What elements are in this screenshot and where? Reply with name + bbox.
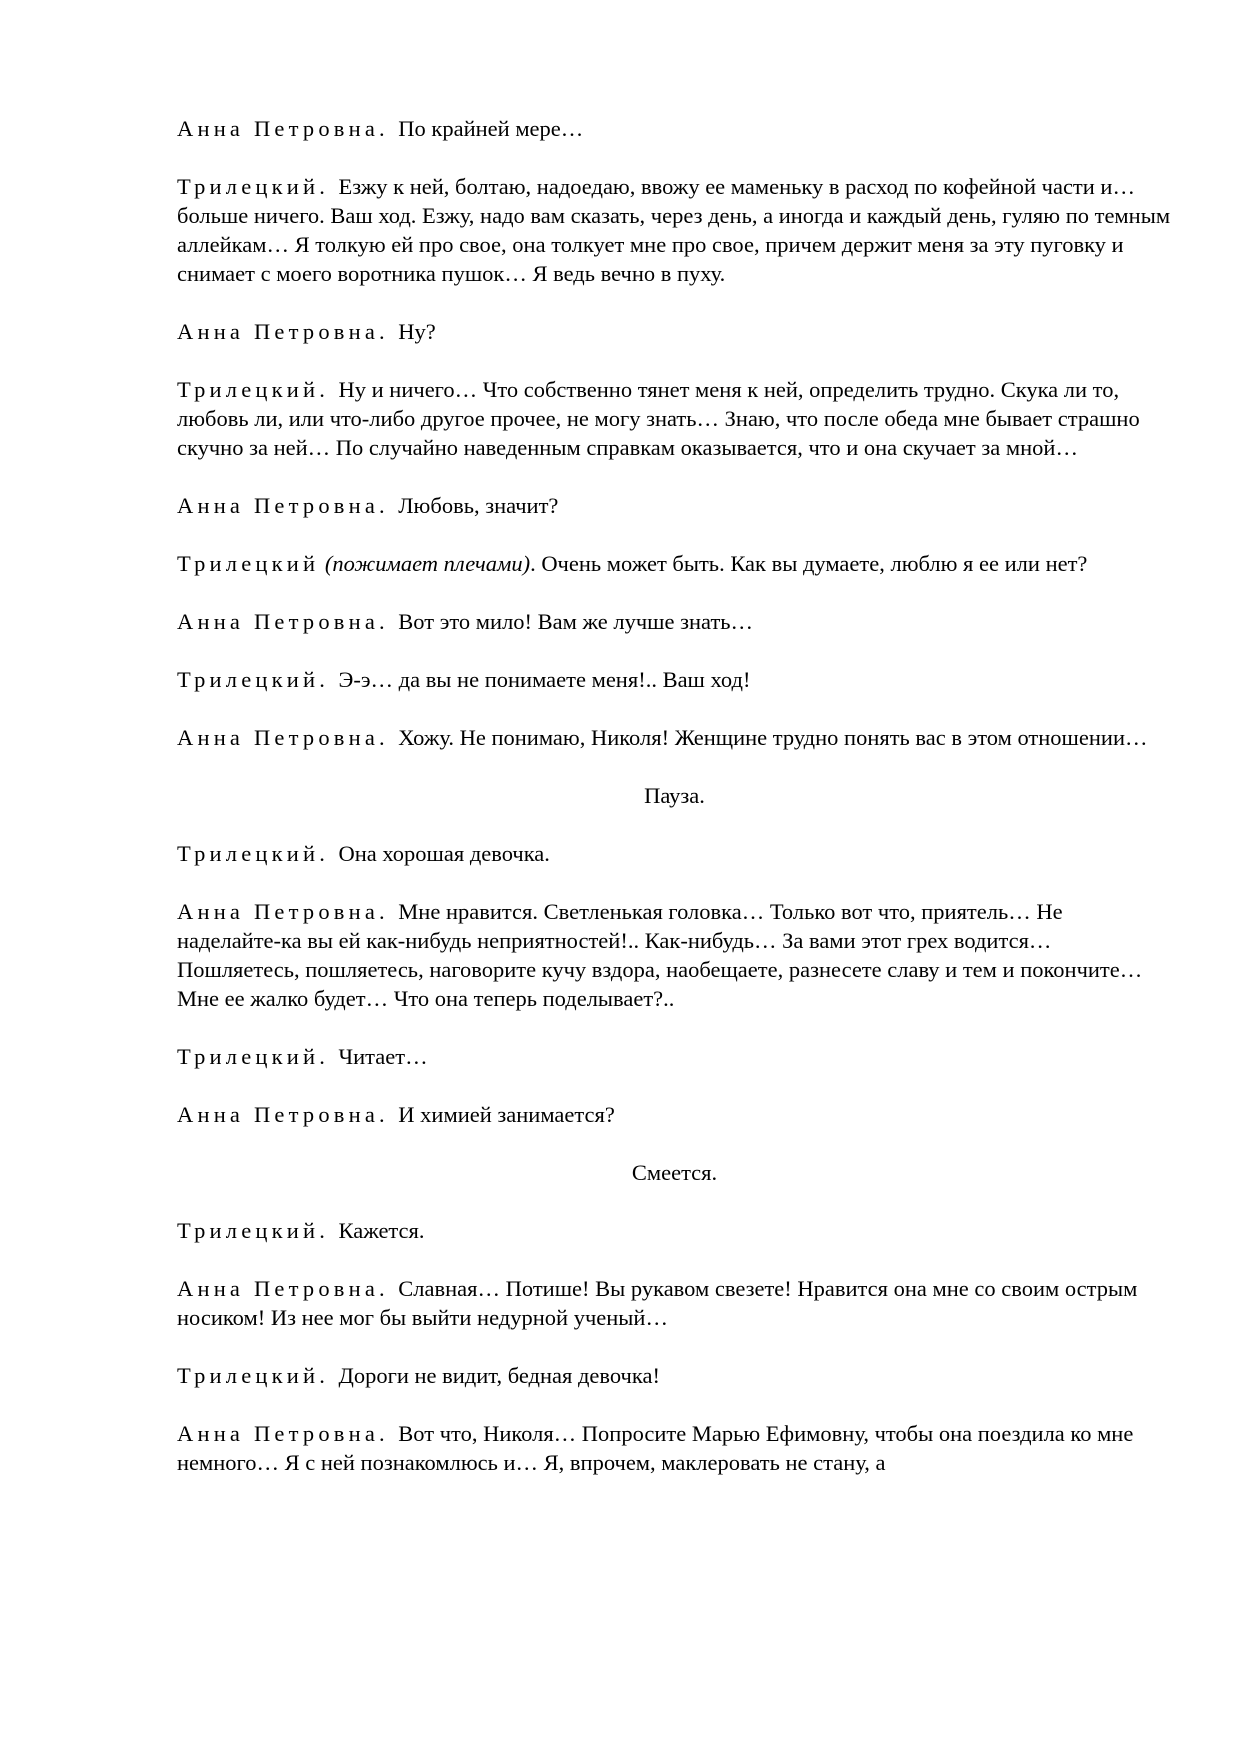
- speaker-name: Анна Петровна: [177, 899, 380, 924]
- dialogue-line: Трилецкий. Э-э… да вы не понимаете меня!.. Ваш ход!: [177, 667, 751, 692]
- speaker-name: Трилецкий: [177, 667, 320, 692]
- dialogue-line: Анна Петровна. Хожу. Не понимаю, Николя! Женщине трудно понять вас в этом отношении…: [177, 725, 1148, 750]
- speech-text: Кажется.: [338, 1218, 425, 1243]
- dialogue-line: Трилецкий. Читает…: [177, 1044, 428, 1069]
- speaker-name: Анна Петровна: [177, 1421, 380, 1446]
- dialogue-line: Анна Петровна. Любовь, значит?: [177, 493, 559, 518]
- speaker-name: Трилецкий: [177, 1363, 320, 1388]
- speech-text: Вот это мило! Вам же лучше знать…: [398, 609, 754, 634]
- speaker-name: Анна Петровна: [177, 493, 380, 518]
- speaker-name: Трилецкий: [177, 551, 320, 576]
- speech-text: Ну и ничего… Что собственно тянет меня к ней, определить трудно. Скука ли то, любовь ли, или что-либо другое прочее, не могу знать… Знаю, что после обеда мне бывает страшно скучно за ней… По случайно наведенным справкам оказывается, что и она скучает за мной…: [177, 377, 1140, 460]
- speaker-name: Трилецкий: [177, 174, 320, 199]
- speech-text: Читает…: [338, 1044, 428, 1069]
- dialogue-line: Трилецкий. Дороги не видит, бедная девочка!: [177, 1363, 660, 1388]
- speech-text: Вот что, Николя… Попросите Марью Ефимовну, чтобы она поездила ко мне немного… Я с ней познакомлюсь и… Я, впрочем, маклеровать не стану, а: [177, 1421, 1134, 1475]
- stage-direction: Смеется.: [631, 1160, 718, 1185]
- speech-text: Мне нравится. Светленькая головка… Только вот что, приятель… Не наделайте-ка вы ей как-нибудь неприятностей!.. Как-нибудь… За вами этот грех водится… Пошляетесь, пошляетесь, наговорите кучу вздора, наобещаете, разнесете славу и тем и покончите… Мне ее жалко будет… Что она теперь поделывает?..: [177, 899, 1143, 1011]
- speaker-name: Анна Петровна: [177, 1276, 380, 1301]
- speech-text: По крайней мере…: [398, 116, 584, 141]
- speech-text: Хожу. Не понимаю, Николя! Женщине трудно понять вас в этом отношении…: [398, 725, 1148, 750]
- speech-text: Славная… Потише! Вы рукавом свезете! Нравится она мне со своим острым носиком! Из нее мог бы выйти недурной ученый…: [177, 1276, 1138, 1330]
- stage-direction-inline: (пожимает плечами): [324, 551, 531, 576]
- dialogue-line: Анна Петровна. Вот это мило! Вам же лучше знать…: [177, 609, 754, 634]
- dialogue-line: Трилецкий. Езжу к ней, болтаю, надоедаю, ввожу ее маменьку в расход по кофейной части и… больше ничего. Ваш ход. Езжу, надо вам сказать, через день, а иногда и каждый день, гуляю по темным аллейкам… Я толкую ей про свое, она толкует мне про свое, причем держит меня за эту пуговку и снимает с моего воротника пушок… Я ведь вечно в пуху.: [177, 174, 1171, 286]
- speech-text: Езжу к ней, болтаю, надоедаю, ввожу ее маменьку в расход по кофейной части и… больше ничего. Ваш ход. Езжу, надо вам сказать, через день, а иногда и каждый день, гуляю по темным аллейкам… Я толкую ей про свое, она толкует мне про свое, причем держит меня за эту пуговку и снимает с моего воротника пушок… Я ведь вечно в пуху.: [177, 174, 1171, 286]
- dialogue-line: Анна Петровна. Славная… Потише! Вы рукавом свезете! Нравится она мне со своим острым носиком! Из нее мог бы выйти недурной ученый…: [177, 1276, 1138, 1330]
- document-page: [177, 114, 1172, 1506]
- stage-direction: Пауза.: [644, 783, 705, 808]
- speech-text: Она хорошая девочка.: [338, 841, 550, 866]
- speech-text: И химией занимается?: [398, 1102, 615, 1127]
- speech-text: Дороги не видит, бедная девочка!: [338, 1363, 660, 1388]
- dialogue-line: Трилецкий (пожимает плечами). Очень может быть. Как вы думаете, люблю я ее или нет?: [177, 551, 1088, 576]
- speaker-name: Анна Петровна: [177, 319, 380, 344]
- dialogue-line: Анна Петровна. Ну?: [177, 319, 436, 344]
- speech-text: Любовь, значит?: [398, 493, 559, 518]
- speaker-name: Трилецкий: [177, 1044, 320, 1069]
- dialogue-line: Анна Петровна. По крайней мере…: [177, 116, 584, 141]
- speaker-name: Трилецкий: [177, 1218, 320, 1243]
- speaker-name: Анна Петровна: [177, 725, 380, 750]
- dialogue-line: Анна Петровна. Мне нравится. Светленькая головка… Только вот что, приятель… Не наделайте-ка вы ей как-нибудь неприятностей!.. Как-нибудь… За вами этот грех водится… Пошляетесь, пошляетесь, наговорите кучу вздора, наобещаете, разнесете славу и тем и покончите… Мне ее жалко будет… Что она теперь поделывает?..: [177, 899, 1143, 1011]
- speech-text: Очень может быть. Как вы думаете, люблю я ее или нет?: [541, 551, 1088, 576]
- speaker-name: Трилецкий: [177, 377, 320, 402]
- speaker-name: Анна Петровна: [177, 609, 380, 634]
- speech-text: Э-э… да вы не понимаете меня!.. Ваш ход!: [338, 667, 751, 692]
- speaker-name: Анна Петровна: [177, 116, 380, 141]
- dialogue-line: Анна Петровна. Вот что, Николя… Попросите Марью Ефимовну, чтобы она поездила ко мне немного… Я с ней познакомлюсь и… Я, впрочем, маклеровать не стану, а: [177, 1421, 1134, 1475]
- speech-text: Ну?: [398, 319, 436, 344]
- dialogue-line: Трилецкий. Она хорошая девочка.: [177, 841, 550, 866]
- dialogue-line: Анна Петровна. И химией занимается?: [177, 1102, 615, 1127]
- speaker-name: Трилецкий: [177, 841, 320, 866]
- dialogue-line: Трилецкий. Кажется.: [177, 1218, 425, 1243]
- dialogue-line: Трилецкий. Ну и ничего… Что собственно тянет меня к ней, определить трудно. Скука ли то, любовь ли, или что-либо другое прочее, не могу знать… Знаю, что после обеда мне бывает страшно скучно за ней… По случайно наведенным справкам оказывается, что и она скучает за мной…: [177, 377, 1140, 460]
- speaker-name: Анна Петровна: [177, 1102, 380, 1127]
